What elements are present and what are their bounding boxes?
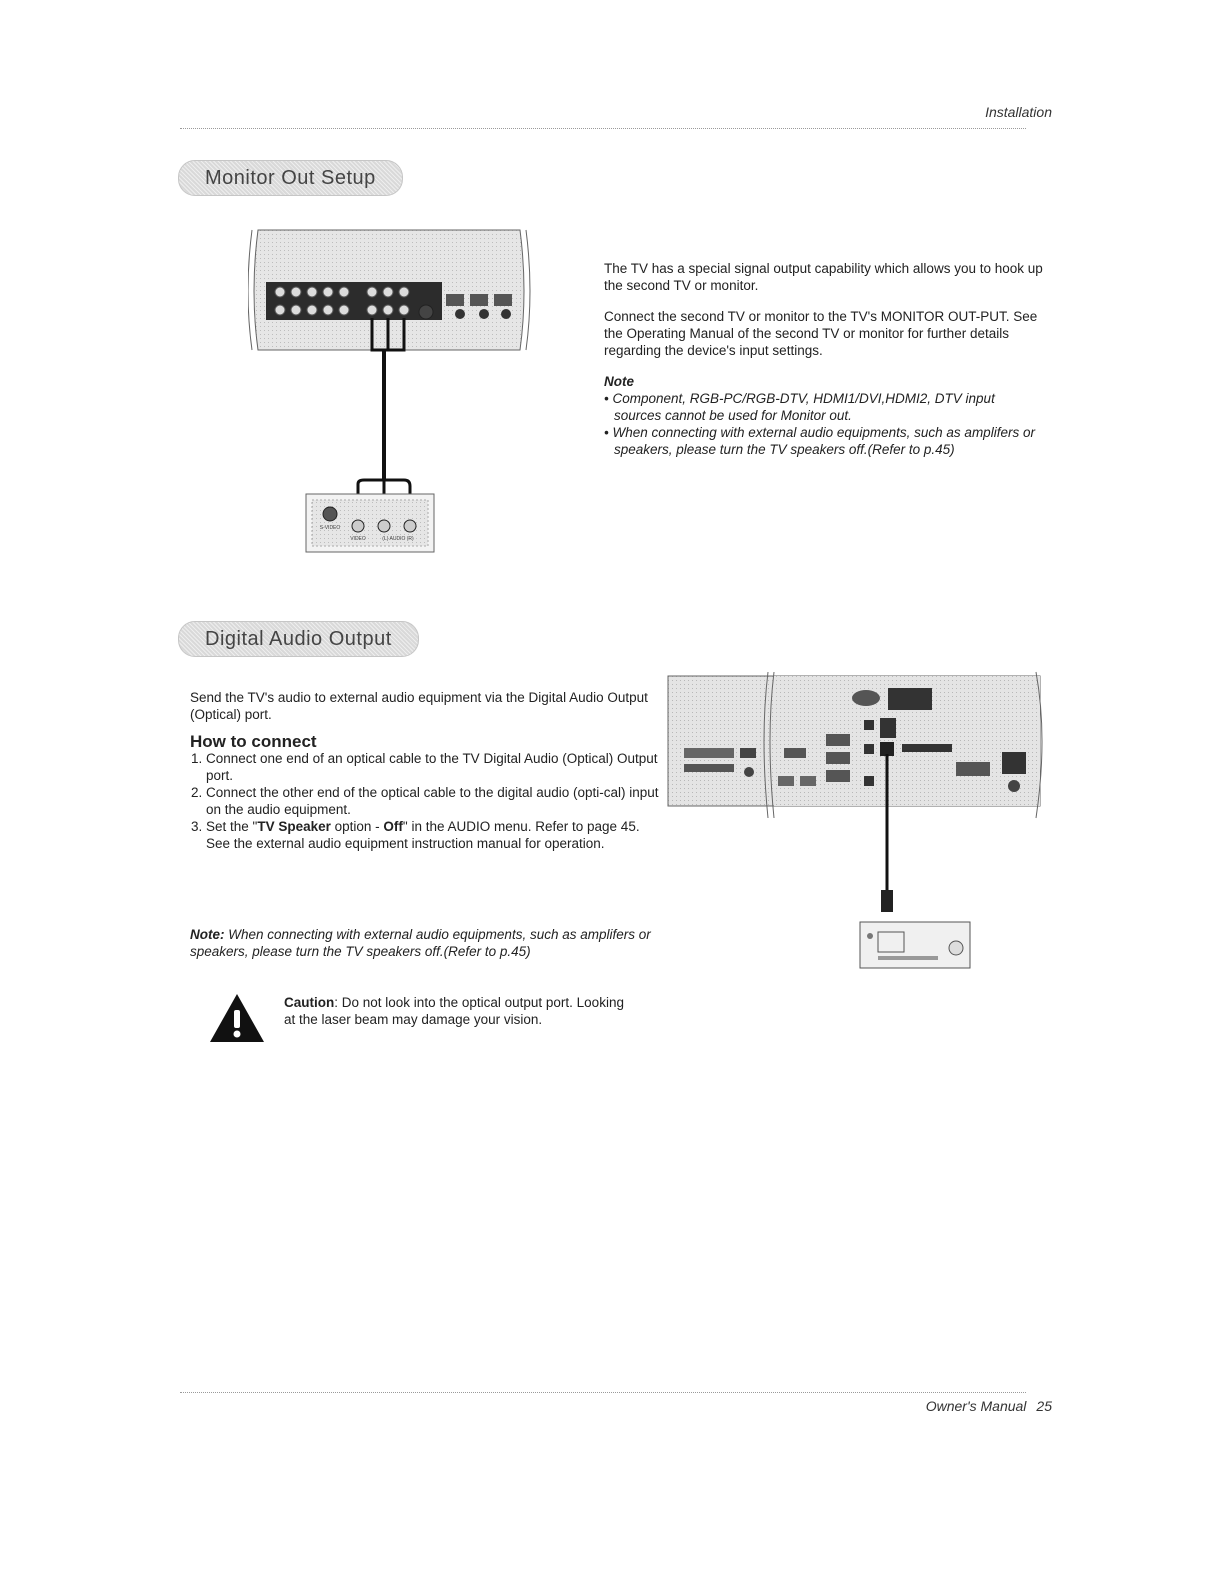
step-2: 2. Connect the other end of the optical cable to the digital audio (opti-cal) input on the audio equipment. (206, 784, 662, 818)
monitor-out-note-title: Note (604, 374, 634, 389)
step-1: 1. Connect one end of an optical cable to the TV Digital Audio (Optical) Output port. (206, 750, 662, 784)
digital-audio-diagram (664, 668, 1048, 976)
digital-audio-note-label: Note: (190, 927, 225, 942)
monitor-out-paragraph-1: The TV has a special signal output capability which allows you to hook up the second TV or monitor. (604, 261, 1043, 293)
monitor-out-note-bullet-2: • When connecting with external audio equipments, such as amplifers or speakers, please turn the TV speakers off.(Refer to p.45) (604, 425, 1035, 457)
monitor-out-paragraph-2: Connect the second TV or monitor to the TV's MONITOR OUT-PUT. See the Operating Manual of the second TV or monitor for further details regarding the device's input settings. (604, 309, 1038, 358)
warning-icon (208, 992, 266, 1044)
digital-audio-note-text: When connecting with external audio equipments, such as amplifers or speakers, please turn the TV speakers off.(Refer to p.45) (190, 927, 651, 959)
monitor-out-note-bullet-1: • Component, RGB-PC/RGB-DTV, HDMI1/DVI,HDMI2, DTV input sources cannot be used for Monitor out. (604, 391, 995, 423)
digital-audio-intro: Send the TV's audio to external audio equipment via the Digital Audio Output (Optical) port. (190, 690, 648, 722)
step-3-off: Off (383, 819, 403, 834)
step-3-prefix: Set the " (206, 819, 258, 834)
step-3 (206, 818, 662, 852)
running-header: Installation (985, 104, 1052, 120)
caution-block: Caution: Do not look into the optical output port. Looking at the laser beam may damage your vision. (284, 995, 624, 1027)
footer-rule (180, 1392, 1026, 1393)
audio-label: (L) AUDIO (R) (382, 536, 414, 542)
connect-steps (190, 750, 662, 852)
step-3-line-2: See the external audio equipment instruction manual for operation. (206, 836, 605, 851)
digital-audio-note (190, 926, 662, 960)
monitor-out-text (604, 260, 1044, 458)
caution-label: Caution (284, 995, 335, 1010)
page-number: 25 (1036, 1398, 1052, 1414)
monitor-out-diagram (248, 222, 532, 562)
footer-manual-title: Owner's Manual (925, 1398, 1027, 1414)
video-label: VIDEO (350, 536, 366, 542)
section-title-monitor-out: Monitor Out Setup (178, 160, 403, 196)
step-3-mid: option - (330, 819, 384, 834)
how-to-connect-heading: How to connect (190, 732, 317, 751)
caution-text: Do not look into the optical output port. Looking at the laser beam may damage your vision. (284, 995, 624, 1027)
step-3-tv-speaker: TV Speaker (257, 819, 331, 834)
svideo-label: S-VIDEO (319, 525, 341, 531)
digital-audio-text (190, 689, 662, 852)
page-footer (916, 1398, 1052, 1414)
section-title-digital-audio: Digital Audio Output (178, 621, 419, 657)
step-3-suffix: " in the AUDIO menu. Refer to page 45. (402, 819, 640, 834)
header-rule (180, 128, 1026, 129)
